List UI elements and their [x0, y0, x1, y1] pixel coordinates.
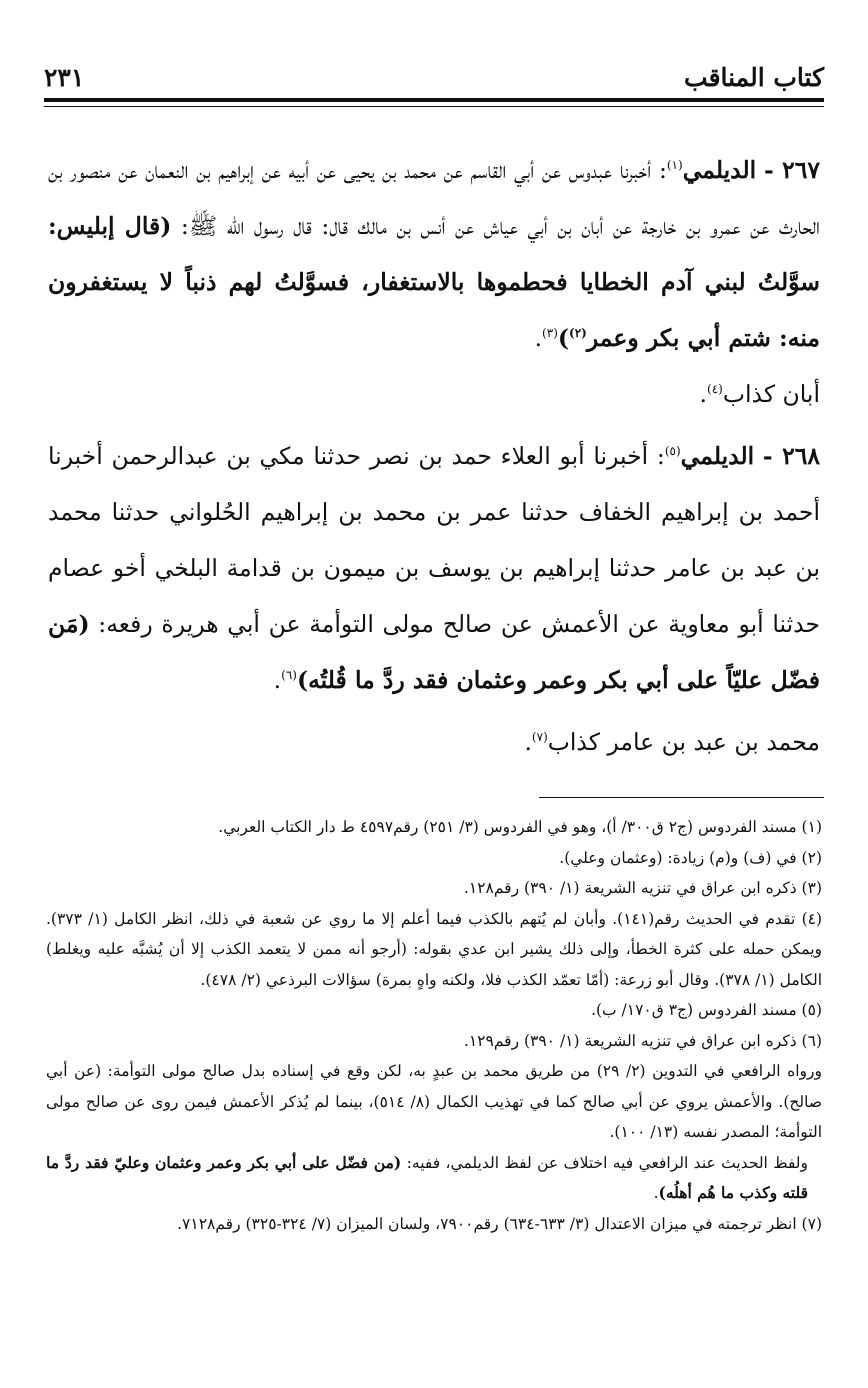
footnotes [46, 812, 822, 1239]
quote-close: ) [557, 324, 569, 352]
hadith-267-verdict [48, 366, 820, 422]
footnote-marker: (٦) [281, 668, 297, 683]
footnote-marker: (٥) [664, 444, 681, 459]
footnote-3: (٣) ذكره ابن عراق في تنزيه الشريعة (١/ ٣٩٠) رقم١٢٨. [463, 879, 822, 897]
header-rule-thick [44, 98, 824, 102]
footnote-separator [539, 797, 824, 798]
source-name: الديلمي [680, 442, 755, 470]
hadith-268 [48, 428, 820, 708]
quote-text: (قال إبليس: سوَّلتُ لبني آدم الخطايا فحطموها بالاستغفار، فسوَّلتُ لهم ذنباً لا يستغفرون منه: شتم أبي بكر وعمر [48, 212, 820, 352]
source-name: الديلمي [682, 156, 757, 184]
isnad-text: : أخبرنا عبدوس عن أبي القاسم عن محمد بن يحيى عن أبيه عن إبراهيم بن النعمان عن منصور بن الحارث عن عمرو بن خارجة عن أبان بن أبي عياش عن أنس بن مالك قال: قال رسول الله ﷺ: [48, 156, 820, 240]
footnote-2: (٢) في (ف) و(م) زيادة: (وعثمان وعلي). [559, 848, 822, 867]
period: . [653, 1184, 659, 1202]
verdict-text: أبان كذاب [722, 380, 820, 408]
footnote-marker: (٢) [569, 326, 587, 341]
footnote-7: (٧) انظر ترجمته في ميزان الاعتدال (٣/ ٦٣٣-٦٣٤) رقم٧٩٠٠، ولسان الميزان (٧/ ٣٢٤-٣٢٥) رقم٧١٢٨. [177, 1214, 822, 1233]
book-title: كتاب المناقب [684, 63, 824, 92]
page-header [44, 52, 824, 92]
hadith-number: ٢٦٧ - [763, 156, 820, 184]
footnote-marker: (٣) [542, 326, 558, 341]
footnote-1: (١) مسند الفردوس (ج٢ ق٣٠٠/ أ)، وهو في الفردوس (٣/ ٢٥١) رقم٤٥٩٧ ط دار الكتاب العربي. [218, 818, 822, 836]
hadith-number: ٢٦٨ - [762, 442, 820, 470]
period: . [699, 380, 708, 408]
footnote-text: ولفظ الحديث عند الرافعي فيه اختلاف عن لفظ الديلمي، ففيه: [401, 1153, 809, 1172]
hadith-268-verdict [48, 714, 820, 770]
page-number: ٢٣١ [44, 63, 85, 92]
verdict-text: محمد بن عبد بن عامر كذاب [547, 728, 820, 756]
main-text [48, 142, 820, 770]
footnote-6-paragraph-2 [46, 1148, 822, 1209]
footnote-marker: (٧) [531, 730, 548, 745]
footnote-6-paragraph-1: ورواه الرافعي في التدوين (٢/ ٢٩) من طريق محمد بن عبدٍ به، لكن وقع في إسناده بدل صالح مولى التوأمة: (عن أبي صالح). والأعمش يروي عن أبي صالح كما في تهذيب الكمال (٨/ ٥١٤)، بينما لم يُذكر الأعمش فيمن روى عن صالح مولى التوأمة؛ المصدر نفسه (١٣/ ١٠٠). [46, 1062, 822, 1141]
header-rule-thin [44, 106, 824, 107]
footnote-4: (٤) تقدم في الحديث رقم(١٤١). وأبان لم يُتهم بالكذب فيما أعلم إلا ما روي عن شعبة في ذلك، انظر الكامل (١/ ٣٧٣). ويمكن حمله على كثرة الخطأ، وإلى ذلك يشير ابن عدي بقوله: (أرجو أنه ممن لا يتعمد الكذب إلا أن يُشبَّه عليه ويغلط) الكامل (١/ ٣٧٨). وقال أبو زرعة: (أمّا تعمّد الكذب فلا، ولكنه واهٍ بمرة) سؤالات البرذعي (٢/ ٤٧٨). [46, 909, 823, 989]
period: . [524, 728, 532, 756]
footnote-5: (٥) مسند الفردوس (ج٣ ق١٧٠/ ب). [591, 1001, 822, 1019]
isnad-text: : أخبرنا أبو العلاء حمد بن نصر حدثنا مكي بن عبدالرحمن أخبرنا أحمد بن إبراهيم الخفاف حدثنا عمر بن محمد بن إبراهيم الحُلواني حدثنا محمد بن عبد بن عامر حدثنا إبراهيم بن يوسف بن ميمون بن قدامة البلخي أخو عصام حدثنا أبو معاوية عن الأعمش عن صالح مولى التوأمة عن أبي هريرة رفعه: [48, 442, 820, 638]
period: . [273, 666, 282, 694]
footnote-6: (٦) ذكره ابن عراق في تنزيه الشريعة (١/ ٣٩٠) رقم١٢٩. [463, 1031, 822, 1050]
footnote-marker: (١) [666, 158, 683, 173]
hadith-267 [48, 142, 820, 366]
hadith-quote: (مَن فضّل عليّاً على أبي بكر وعمر وعثمان فقد ردَّ ما قُلتُه) [48, 610, 820, 694]
footnote-quote: (من فضّل على أبي بكر وعمر وعثمان وعليّ فقد ردَّ ما قلته وكذب ما هُم أهلُه) [46, 1152, 808, 1202]
footnote-marker: (٤) [707, 382, 723, 397]
period: . [534, 324, 543, 352]
